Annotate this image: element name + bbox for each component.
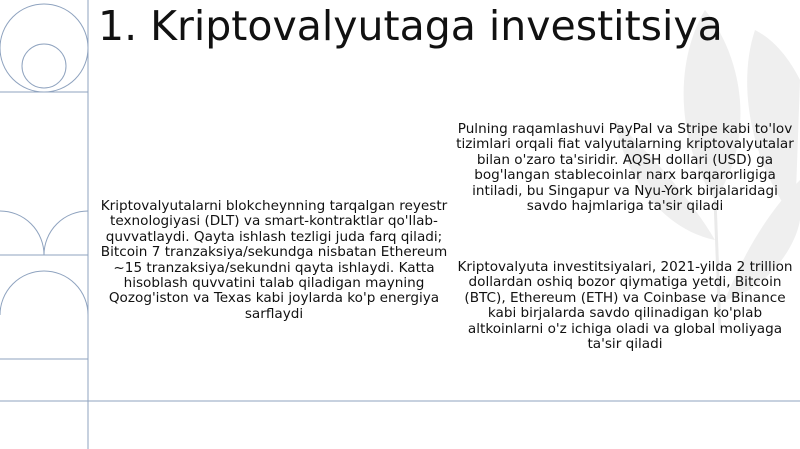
- left-paragraph: Kriptovalyutalarni blokcheynning tarqalgan reyestr texnologiyasi (DLT) va smart-kontraktlar qo'llab-quvvatlaydi. Qayta ishlash tezligi juda farq qiladi; Bitcoin 7 tranzaksiya/sekundga nisbatan Ethereum ~15 tranzaksiya/sekundni qayta ishlaydi. Katta hisoblash quvvatini talab qiladigan mayning Qozog'iston va Texas kabi joylarda ko'p energiya sarflaydi: [100, 198, 448, 322]
- slide-title: 1. Kriptovalyutaga investitsiya: [98, 2, 723, 50]
- right-paragraph-top: Pulning raqamlashuvi PayPal va Stripe kabi to'lov tizimlari orqali fiat valyutalarning kriptovalyutalar bilan o'zaro ta'siridir. AQSH dollari (USD) ga bog'langan stablecoinlar narx barqarorligiga intiladi, bu Singapur va Nyu-York birjalaridagi savdo hajmlariga ta'sir qiladi: [456, 121, 794, 215]
- right-paragraph-bottom: Kriptovalyuta investitsiyalari, 2021-yilda 2 trillion dollardan oshiq bozor qiymatiga yetdi, Bitcoin (BTC), Ethereum (ETH) va Coinbase va Binance kabi birjalarda savdo qilinadigan ko'plab altkoinlarni o'z ichiga oladi va global moliyaga ta'sir qiladi: [457, 259, 793, 353]
